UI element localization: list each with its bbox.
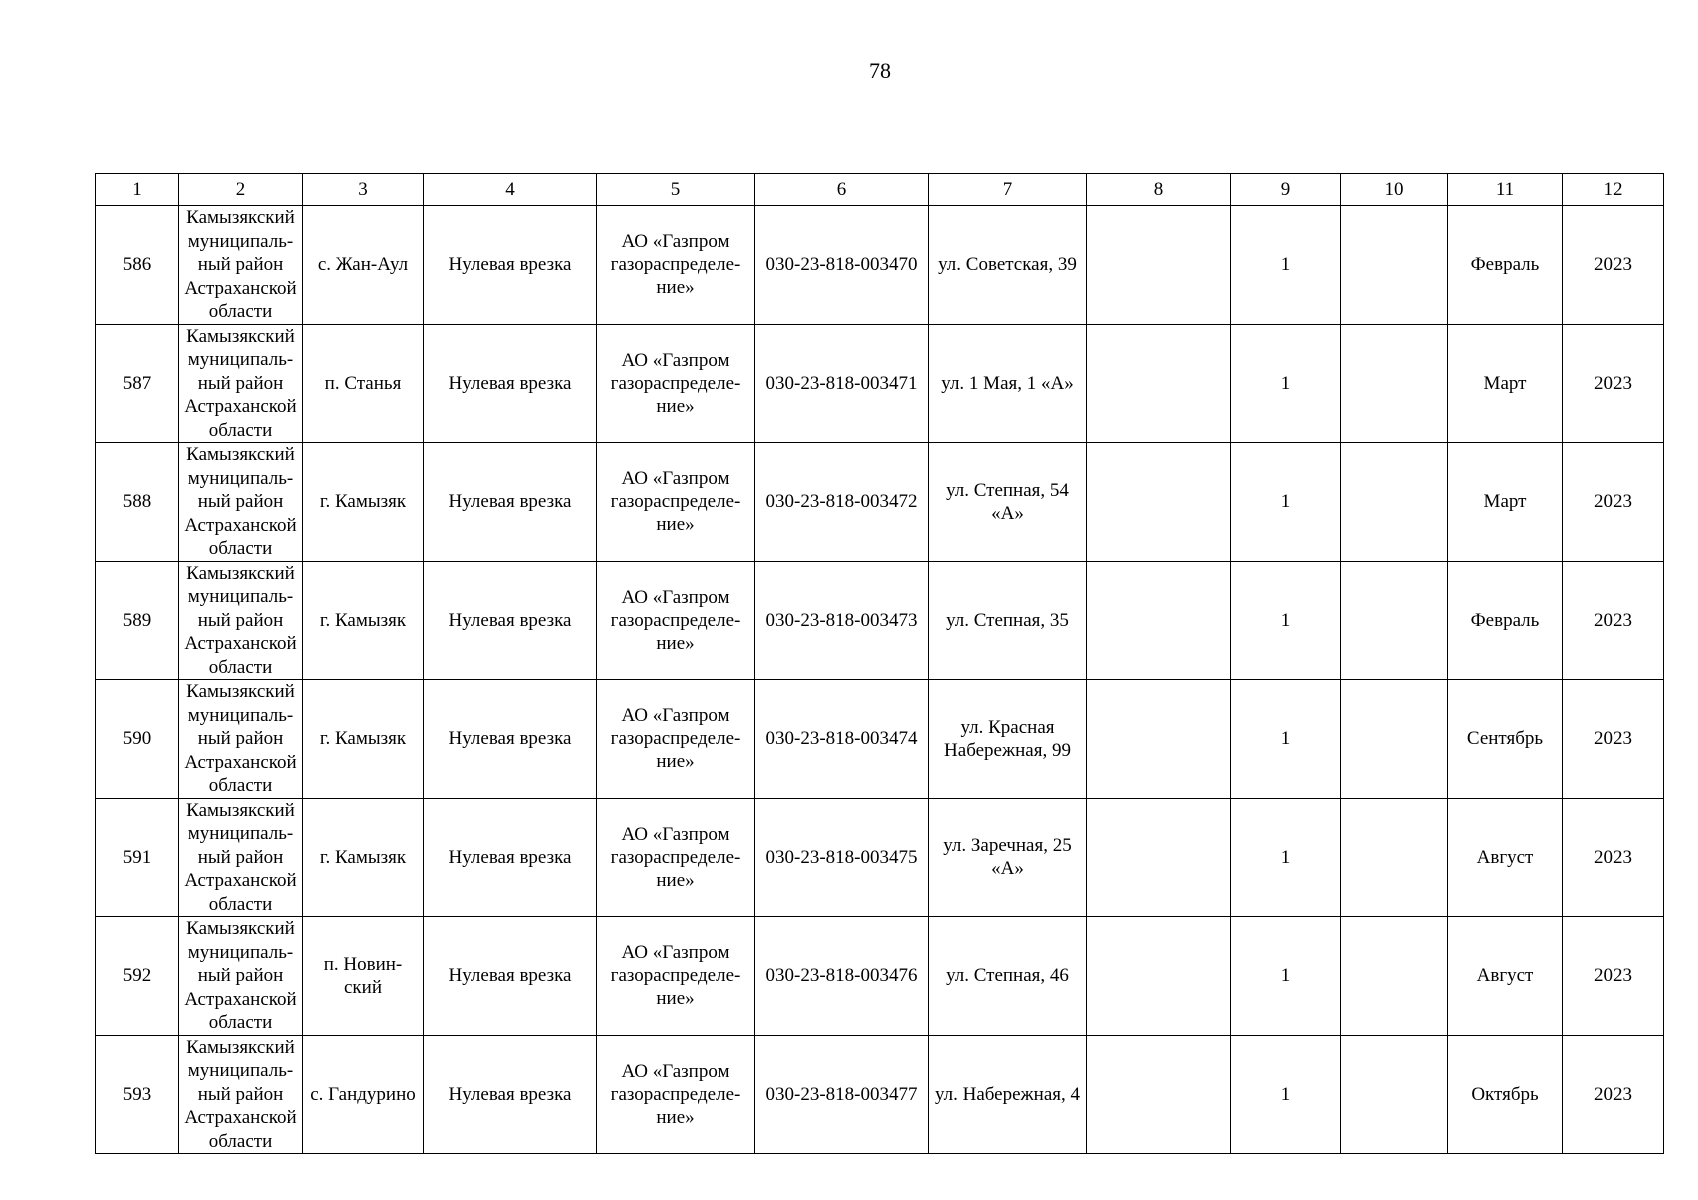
code-cell: 030-23-818-003470 (755, 206, 929, 325)
month-cell: Август (1448, 798, 1563, 917)
year-cell: 2023 (1563, 561, 1664, 680)
work-type-cell: Нулевая врезка (424, 1035, 597, 1154)
organization-line: газораспределе- (610, 846, 741, 868)
district-line: Камызякский (186, 1036, 295, 1058)
locality-line: с. Жан-Аул (317, 254, 409, 276)
column-10-cell (1341, 324, 1448, 443)
row-number-cell: 587 (96, 324, 179, 443)
column-8-cell (1087, 798, 1231, 917)
address-line: ул. Степная, 54 (946, 479, 1069, 501)
organization-line: ние» (656, 869, 695, 891)
organization-line: АО «Газпром (621, 468, 730, 490)
column-header: 3 (303, 174, 424, 206)
column-header: 4 (424, 174, 597, 206)
district-line: области (208, 775, 273, 796)
quantity-cell: 1 (1231, 798, 1341, 917)
organization-line: АО «Газпром (621, 1060, 730, 1082)
district-line: области (208, 419, 273, 441)
address-line: ул. 1 Мая, 1 «А» (941, 372, 1074, 394)
locality-cell (303, 798, 424, 917)
district-line: Астраханской (184, 633, 297, 654)
district-line: Астраханской (184, 870, 297, 891)
district-line: муниципаль- (187, 704, 294, 726)
code-cell: 030-23-818-003474 (755, 680, 929, 799)
district-line: муниципаль- (187, 941, 294, 963)
work-type-cell: Нулевая врезка (424, 324, 597, 443)
quantity-cell: 1 (1231, 561, 1341, 680)
district-line: Камызякский (186, 799, 295, 821)
column-8-cell (1087, 206, 1231, 325)
row-number-cell: 591 (96, 798, 179, 917)
organization-line: газораспределе- (610, 254, 741, 276)
district-line: области (208, 1130, 273, 1152)
organization-cell (597, 561, 755, 680)
table-row (96, 1035, 1664, 1154)
code-cell: 030-23-818-003471 (755, 324, 929, 443)
month-cell: Март (1448, 443, 1563, 562)
work-type-cell: Нулевая врезка (424, 680, 597, 799)
work-type-cell: Нулевая врезка (424, 798, 597, 917)
column-8-cell (1087, 561, 1231, 680)
organization-line: газораспределе- (610, 728, 741, 750)
organization-cell (597, 324, 755, 443)
district-line: Астраханской (184, 514, 297, 536)
locality-line: г. Камызяк (319, 609, 407, 631)
table-row (96, 798, 1664, 917)
organization-line: газораспределе- (610, 491, 741, 513)
organization-line: АО «Газпром (621, 942, 730, 964)
column-header: 5 (597, 174, 755, 206)
locality-cell (303, 324, 424, 443)
year-cell: 2023 (1563, 324, 1664, 443)
work-type-cell: Нулевая врезка (424, 443, 597, 562)
organization-line: газораспределе- (610, 1083, 741, 1105)
month-cell: Октябрь (1448, 1035, 1563, 1154)
address-cell (929, 798, 1087, 917)
locality-line: г. Камызяк (319, 491, 407, 513)
row-number-cell: 593 (96, 1035, 179, 1154)
organization-line: АО «Газпром (621, 231, 730, 253)
address-cell (929, 324, 1087, 443)
district-line: муниципаль- (187, 467, 294, 489)
district-cell (179, 680, 303, 799)
district-line: Астраханской (184, 988, 297, 1010)
row-number-cell: 586 (96, 206, 179, 325)
district-line: муниципаль- (187, 230, 294, 252)
row-number-cell: 592 (96, 917, 179, 1036)
year-cell: 2023 (1563, 917, 1664, 1036)
district-line: Астраханской (184, 396, 297, 417)
month-cell: Март (1448, 324, 1563, 443)
address-line: «А» (991, 502, 1024, 524)
quantity-cell: 1 (1231, 1035, 1341, 1154)
district-line: муниципаль- (187, 1060, 294, 1081)
work-type-cell: Нулевая врезка (424, 917, 597, 1036)
district-line: области (208, 893, 273, 915)
district-line: ный район (197, 728, 284, 749)
district-line: муниципаль- (187, 349, 294, 370)
organization-line: газораспределе- (610, 609, 741, 631)
table-row (96, 324, 1664, 443)
district-line: Камызякский (186, 562, 295, 584)
address-line: ул. Степная, 46 (946, 965, 1069, 987)
month-cell: Февраль (1448, 561, 1563, 680)
locality-cell (303, 680, 424, 799)
row-number-cell: 590 (96, 680, 179, 799)
address-line: ул. Степная, 35 (946, 609, 1069, 631)
column-header: 11 (1448, 174, 1563, 206)
column-10-cell (1341, 917, 1448, 1036)
organization-cell (597, 798, 755, 917)
address-line: ул. Красная (960, 716, 1055, 738)
organization-cell (597, 1035, 755, 1154)
district-line: области (208, 538, 273, 559)
organization-cell (597, 443, 755, 562)
organization-line: газораспределе- (610, 965, 741, 987)
district-cell (179, 798, 303, 917)
district-line: Камызякский (186, 207, 295, 228)
code-cell: 030-23-818-003476 (755, 917, 929, 1036)
table-row (96, 443, 1664, 562)
district-cell (179, 561, 303, 680)
column-8-cell (1087, 680, 1231, 799)
year-cell: 2023 (1563, 798, 1664, 917)
column-header: 12 (1563, 174, 1664, 206)
district-line: Астраханской (184, 277, 297, 299)
district-cell (179, 324, 303, 443)
organization-line: ние» (656, 395, 695, 417)
district-line: ный район (197, 372, 284, 394)
table-row (96, 206, 1664, 325)
district-cell (179, 1035, 303, 1154)
district-line: ный район (197, 491, 284, 512)
year-cell: 2023 (1563, 443, 1664, 562)
code-cell: 030-23-818-003477 (755, 1035, 929, 1154)
row-number-cell: 588 (96, 443, 179, 562)
table-row (96, 561, 1664, 680)
address-cell (929, 206, 1087, 325)
column-8-cell (1087, 1035, 1231, 1154)
column-8-cell (1087, 324, 1231, 443)
code-cell: 030-23-818-003472 (755, 443, 929, 562)
column-header: 9 (1231, 174, 1341, 206)
column-10-cell (1341, 798, 1448, 917)
quantity-cell: 1 (1231, 206, 1341, 325)
row-number-cell: 589 (96, 561, 179, 680)
district-line: ный район (197, 965, 284, 986)
district-line: Астраханской (184, 751, 297, 773)
code-cell: 030-23-818-003475 (755, 798, 929, 917)
column-10-cell (1341, 206, 1448, 325)
locality-cell (303, 561, 424, 680)
district-line: области (208, 1012, 273, 1033)
district-line: Астраханской (184, 1107, 297, 1128)
organization-cell (597, 206, 755, 325)
locality-cell (303, 917, 424, 1036)
month-cell: Август (1448, 917, 1563, 1036)
work-type-cell: Нулевая врезка (424, 561, 597, 680)
month-cell: Февраль (1448, 206, 1563, 325)
district-line: муниципаль- (187, 586, 294, 607)
district-line: ный район (197, 846, 284, 868)
district-line: муниципаль- (187, 823, 294, 844)
locality-line: г. Камызяк (319, 846, 407, 868)
district-cell (179, 206, 303, 325)
address-line: «А» (991, 858, 1024, 880)
data-table (95, 173, 1664, 1154)
address-line: ул. Заречная, 25 (943, 835, 1072, 857)
column-header: 6 (755, 174, 929, 206)
organization-line: АО «Газпром (621, 586, 730, 608)
organization-line: ние» (656, 1106, 695, 1128)
organization-line: АО «Газпром (621, 349, 730, 371)
work-type-cell: Нулевая врезка (424, 206, 597, 325)
district-line: области (208, 656, 273, 678)
column-header: 10 (1341, 174, 1448, 206)
locality-line: п. Станья (324, 372, 402, 394)
district-line: Камызякский (186, 325, 295, 347)
page-number: 78 (869, 58, 891, 83)
quantity-cell: 1 (1231, 324, 1341, 443)
organization-line: ние» (656, 277, 695, 299)
year-cell: 2023 (1563, 206, 1664, 325)
address-line: Набережная, 99 (944, 739, 1071, 761)
organization-cell (597, 680, 755, 799)
address-cell (929, 443, 1087, 562)
table-row (96, 917, 1664, 1036)
column-10-cell (1341, 680, 1448, 799)
organization-line: ние» (656, 751, 695, 773)
district-line: ный район (197, 1083, 284, 1105)
address-cell (929, 1035, 1087, 1154)
locality-cell (303, 1035, 424, 1154)
column-8-cell (1087, 917, 1231, 1036)
address-line: ул. Набережная, 4 (934, 1083, 1081, 1105)
district-line: области (208, 301, 273, 322)
address-line: ул. Советская, 39 (938, 254, 1077, 276)
district-line: Камызякский (186, 918, 295, 939)
table-body (96, 174, 1664, 1154)
column-10-cell (1341, 561, 1448, 680)
locality-cell (303, 443, 424, 562)
column-8-cell (1087, 443, 1231, 562)
column-number-row (96, 174, 1664, 206)
column-header: 8 (1087, 174, 1231, 206)
locality-line: ский (344, 976, 382, 998)
year-cell: 2023 (1563, 1035, 1664, 1154)
organization-line: ние» (656, 514, 695, 536)
organization-line: ние» (656, 632, 695, 654)
locality-line: г. Камызяк (319, 728, 407, 750)
district-line: Камызякский (186, 444, 295, 465)
quantity-cell: 1 (1231, 443, 1341, 562)
locality-line: п. Новин- (323, 953, 403, 975)
locality-line: с. Гандурино (310, 1083, 416, 1105)
district-line: Камызякский (186, 681, 295, 702)
year-cell: 2023 (1563, 680, 1664, 799)
organization-line: АО «Газпром (621, 823, 730, 845)
column-header: 1 (96, 174, 179, 206)
column-header: 7 (929, 174, 1087, 206)
locality-cell (303, 206, 424, 325)
address-cell (929, 917, 1087, 1036)
code-cell: 030-23-818-003473 (755, 561, 929, 680)
district-line: ный район (197, 254, 284, 275)
column-10-cell (1341, 443, 1448, 562)
organization-line: ние» (656, 988, 695, 1010)
address-cell (929, 561, 1087, 680)
table-row (96, 680, 1664, 799)
organization-line: АО «Газпром (621, 705, 730, 727)
organization-cell (597, 917, 755, 1036)
quantity-cell: 1 (1231, 680, 1341, 799)
column-10-cell (1341, 1035, 1448, 1154)
month-cell: Сентябрь (1448, 680, 1563, 799)
quantity-cell: 1 (1231, 917, 1341, 1036)
column-header: 2 (179, 174, 303, 206)
district-cell (179, 443, 303, 562)
district-line: ный район (197, 609, 284, 631)
address-cell (929, 680, 1087, 799)
district-cell (179, 917, 303, 1036)
organization-line: газораспределе- (610, 372, 741, 394)
